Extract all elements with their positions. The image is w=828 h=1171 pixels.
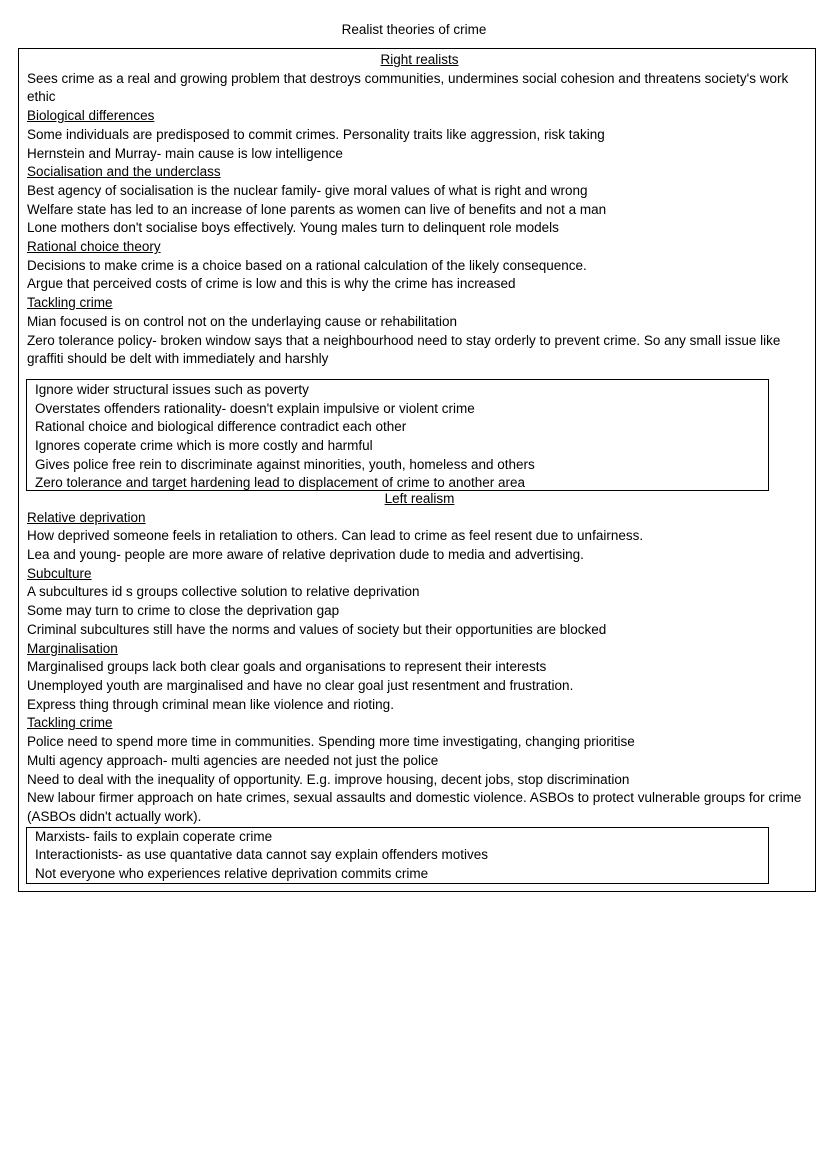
text-line: How deprived someone feels in retaliation to others. Can lead to crime as feel resent due to unfairness. <box>27 528 644 544</box>
tackling-crime-heading: Tackling crime <box>27 295 113 311</box>
text-line: Marginalised groups lack both clear goals and organisations to represent their interests <box>27 659 547 675</box>
criticism-item: Zero tolerance and target hardening lead to displacement of crime to another area <box>35 475 526 491</box>
text-line: Hernstein and Murray- main cause is low intelligence <box>27 145 343 161</box>
left-realism-criticisms-box <box>26 827 769 884</box>
rational-choice-heading: Rational choice theory <box>27 239 161 255</box>
text-line: Unemployed youth are marginalised and have no clear goal just resentment and frustration. <box>27 677 574 693</box>
marginalisation-heading: Marginalisation <box>27 640 118 656</box>
relative-deprivation-heading: Relative deprivation <box>27 509 146 525</box>
criticism-item: Ignores coperate crime which is more costly and harmful <box>35 438 373 454</box>
text-line: A subcultures id s groups collective solution to relative deprivation <box>27 584 420 600</box>
text-line: Express thing through criminal mean like violence and rioting. <box>27 696 394 712</box>
criticism-item: Ignore wider structural issues such as poverty <box>35 381 309 397</box>
left-realism-heading: Left realism <box>384 490 455 506</box>
text-line: Criminal subcultures still have the norms and values of society but their opportunities are blocked <box>27 621 607 637</box>
document-title: Realist theories of crime <box>341 22 487 37</box>
criticism-item: Interactionists- as use quantative data cannot say explain offenders motives <box>35 847 489 863</box>
criticism-item: Marxists- fails to explain coperate crime <box>35 828 273 844</box>
biological-differences-heading: Biological differences <box>27 108 155 124</box>
right-realism-criticisms-box <box>26 379 769 491</box>
text-line: Mian focused is on control not on the underlaying cause or rehabilitation <box>27 313 458 329</box>
subculture-heading: Subculture <box>27 565 92 581</box>
text-line: Lone mothers don't socialise boys effectively. Young males turn to delinquent role models <box>27 220 559 236</box>
text-line: Argue that perceived costs of crime is low and this is why the crime has increased <box>27 276 516 292</box>
text-line: Need to deal with the inequality of opportunity. E.g. improve housing, decent jobs, stop discrimination <box>27 771 630 787</box>
text-line: Welfare state has led to an increase of lone parents as women can live of benefits and not a man <box>27 201 607 217</box>
socialisation-heading: Socialisation and the underclass <box>27 164 221 180</box>
criticism-item: Gives police free rein to discriminate against minorities, youth, homeless and others <box>35 456 535 472</box>
criticism-item: Rational choice and biological difference contradict each other <box>35 419 407 435</box>
criticism-item: Overstates offenders rationality- doesn't explain impulsive or violent crime <box>35 400 475 416</box>
text-line: Best agency of socialisation is the nuclear family- give moral values of what is right and wrong <box>27 182 588 198</box>
right-realists-heading: Right realists <box>380 52 459 67</box>
text-line: Some may turn to crime to close the deprivation gap <box>27 603 340 619</box>
criticism-item: Not everyone who experiences relative deprivation commits crime <box>35 866 429 882</box>
text-line: Zero tolerance policy- broken window says that a neighbourhood need to stay orderly to prevent crime. So any small issue like graffiti should be delt with immediately and harshly <box>27 332 781 367</box>
text-line: Multi agency approach- multi agencies are needed not just the police <box>27 752 439 768</box>
text-line: Police need to spend more time in communities. Spending more time investigating, changing prioritise <box>27 734 635 750</box>
text-line: Decisions to make crime is a choice based on a rational calculation of the likely consequence. <box>27 257 587 273</box>
text-line: Some individuals are predisposed to commit crimes. Personality traits like aggression, risk taking <box>27 126 605 142</box>
document-body <box>27 51 812 884</box>
text-line: Lea and young- people are more aware of relative deprivation dude to media and advertising. <box>27 547 584 563</box>
right-realists-intro: Sees crime as a real and growing problem that destroys communities, undermines social cohesion and threatens society's work ethic <box>27 70 789 105</box>
text-line: New labour firmer approach on hate crimes, sexual assaults and domestic violence. ASBOs to protect vulnerable groups for crime (ASBOs didn't actually work). <box>27 790 802 824</box>
left-tackling-crime-heading: Tackling crime <box>27 715 113 731</box>
